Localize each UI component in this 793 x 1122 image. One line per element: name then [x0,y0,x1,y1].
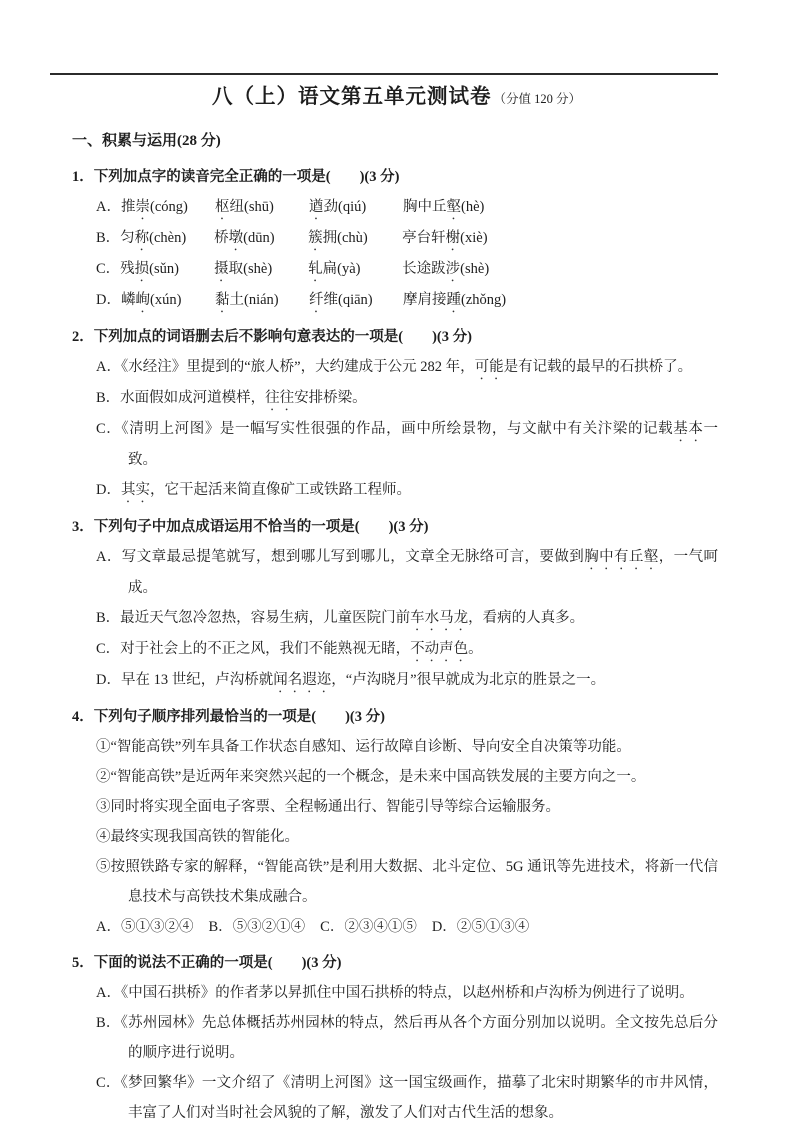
q3-option-b: B．最近天气忽冷忽热，容易生病，儿童医院门前车水马龙，看病的人真多。 [96,610,585,626]
question-2 [0,322,793,506]
q1-option-row-c [96,254,793,285]
q1-word: 摄取(shè) [214,261,273,277]
title-note: （分值 120 分） [493,92,581,106]
question-2-stem: 2．下列加点的词语删去后不影响句意表达的一项是( )(3 分) [72,329,472,345]
q2-option-a: A．《水经注》里提到的“旅人桥”，大约建成于公元 282 年，可能是有记载的最早的石拱桥了。 [96,359,693,375]
question-3 [0,512,793,696]
q4-sentence-4: ④最终实现我国高铁的智能化。 [96,829,299,845]
q1-word: 亭台轩榭(xiè) [402,230,488,246]
q4-sentence-2: ②“智能高铁”是近两年来突然兴起的一个概念，是未来中国高铁发展的主要方向之一。 [96,769,646,785]
q1-word: 推崇(cóng) [120,199,188,215]
exam-paper-page [0,73,793,1122]
q1-word: 残损(sǔn) [120,261,179,277]
q1-word: 桥墩(dūn) [214,230,275,246]
q4-sentence-3: ③同时将实现全面电子客票、全程畅通出行、智能引导等综合运输服务。 [96,799,560,815]
q5-option-b: B．《苏州园林》先总体概括苏州园林的特点，然后再从各个方面分别加以说明。全文按先总后分的顺序进行说明。 [96,1015,718,1061]
q1-word: 纤维(qiān) [308,292,373,308]
q2-option-d: D．其实，它干起活来简直像矿工或铁路工程师。 [96,482,411,498]
q5-option-c: C．《梦回繁华》一文介绍了《清明上河图》这一国宝级画作，描摹了北宋时期繁华的市井风情，丰富了人们对当时社会风貌的了解，激发了人们对古代生活的想象。 [96,1075,718,1121]
q1-word: 轧扁(yà) [308,261,361,277]
page-title [0,83,793,113]
question-4-stem: 4．下列句子顺序排列最恰当的一项是( )(3 分) [72,709,385,725]
q1-word: 簇拥(chù) [308,230,368,246]
q1-option-row-a [96,192,793,223]
q1-word: 匀称(chèn) [120,230,187,246]
q1-option-b-label: B． [96,230,121,246]
q1-word: 遒劲(qiú) [308,199,367,215]
top-divider [50,73,718,75]
question-4 [0,702,793,942]
question-5-stem: 5．下面的说法不正确的一项是( )(3 分) [72,955,342,971]
section-heading: 一、积累与运用(28 分) [72,133,221,149]
q4-choice-d: D．②⑤①③④ [431,919,530,935]
question-1 [0,162,793,316]
q1-word: 黏土(nián) [214,292,279,308]
q2-option-b: B．水面假如成河道模样，往往安排桥梁。 [96,390,367,406]
q4-choice-c: C．②③④①⑤ [320,919,417,935]
question-3-stem: 3．下列句子中加点成语运用不恰当的一项是( )(3 分) [72,519,429,535]
q4-sentence-5: ⑤按照铁路专家的解释，“智能高铁”是利用大数据、北斗定位、5G 通讯等先进技术，将新一代信息技术与高铁技术集成融合。 [96,859,718,905]
q5-option-a: A．《中国石拱桥》的作者茅以昇抓住中国石拱桥的特点，以赵州桥和卢沟桥为例进行了说明。 [96,985,694,1001]
q3-option-a: A．写文章最忌提笔就写，想到哪儿写到哪儿，文章全无脉络可言，要做到胸中有丘壑，一气呵成。 [96,549,719,596]
q4-choice-line [96,912,793,942]
q1-word: 胸中丘壑(hè) [402,199,485,215]
question-1-stem: 1．下列加点字的读音完全正确的一项是( )(3 分) [72,169,400,185]
q1-option-d-label: D． [96,292,121,308]
q1-word: 摩肩接踵(zhǒng) [402,292,507,308]
q4-sentence-1: ①“智能高铁”列车具备工作状态自感知、运行故障自诊断、导向安全自决策等功能。 [96,739,631,755]
title-text: 八（上）语文第五单元测试卷 [211,86,492,108]
q3-option-d: D．早在 13 世纪，卢沟桥就闻名遐迩，“卢沟晓月”很早就成为北京的胜景之一。 [96,672,606,688]
q4-choice-a: A．⑤①③②④ [96,919,194,935]
q1-option-a-label: A． [96,199,121,215]
q4-choice-b: B．⑤③②①④ [208,919,306,935]
q1-word: 枢纽(shū) [214,199,274,215]
q1-option-row-b [96,223,793,254]
q3-option-c: C．对于社会上的不正之风，我们不能熟视无睹，不动声色。 [96,641,483,657]
q2-option-c: C．《清明上河图》是一幅写实性很强的作品，画中所绘景物，与文献中有关汴梁的记载基本一致。 [96,421,719,468]
q1-word: 长途跋涉(shè) [402,261,490,277]
q1-option-c-label: C． [96,261,121,277]
question-5 [0,948,793,1122]
q1-option-row-d [96,285,793,316]
q1-word: 嶙峋(xún) [120,292,182,308]
